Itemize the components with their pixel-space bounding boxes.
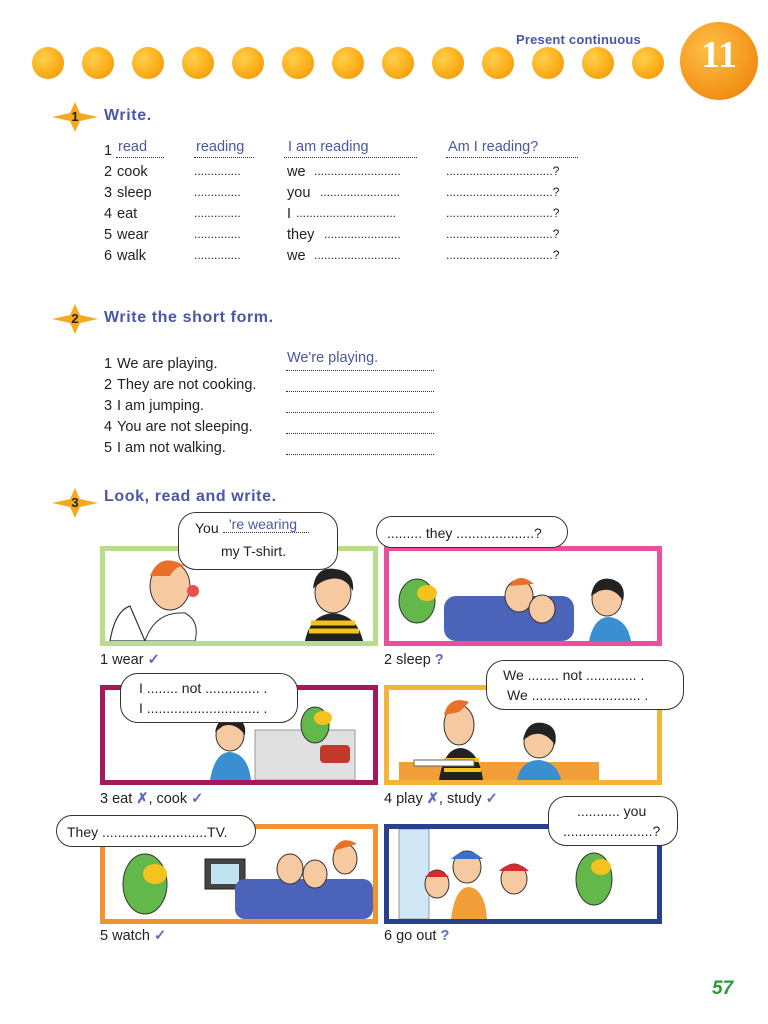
ex1-example-statement: I am reading <box>288 139 369 155</box>
ex1-example-verb: read <box>118 139 148 155</box>
speech-bubble-1: You 're wearing my T-shirt. <box>178 512 338 570</box>
page-number: 57 <box>712 978 734 999</box>
decorative-dots <box>32 47 672 83</box>
exercise-badge-3: 3 <box>52 488 98 518</box>
ex1-example-ing: reading <box>196 139 245 155</box>
panel-6-caption: 6 go out ? <box>384 928 450 944</box>
exercise-badge-1: 1 <box>52 102 98 132</box>
check-icon: ✓ <box>191 791 204 807</box>
ex2-example-answer: We're playing. <box>287 350 379 366</box>
unit-number: 11 <box>701 34 737 76</box>
ex1-row-1: 1 <box>104 143 113 159</box>
question-mark-icon: ? <box>434 652 444 668</box>
question-mark-icon: ? <box>440 928 450 944</box>
speech-bubble-4: We ........ not ............. . We ............................ . <box>486 660 684 710</box>
panel-5-caption: 5 watch ✓ <box>100 928 167 944</box>
exercise-3-title: Look, read and write. <box>104 488 277 505</box>
cross-icon: ✗ <box>426 791 439 807</box>
picture-panel-2 <box>384 546 662 646</box>
check-icon: ✓ <box>485 791 498 807</box>
panel-4-caption: 4 play ✗, study ✓ <box>384 791 498 807</box>
ex1-example-question: Am I reading? <box>448 139 539 155</box>
panel-1-caption: 1 wear ✓ <box>100 652 160 668</box>
panel-3-caption: 3 eat ✗, cook ✓ <box>100 791 204 807</box>
bubble-1-answer: 're wearing <box>229 516 298 532</box>
cross-icon: ✗ <box>136 791 149 807</box>
check-icon: ✓ <box>154 928 167 944</box>
topic-title: Present continuous <box>516 32 641 47</box>
exercise-2-title: Write the short form. <box>104 309 274 326</box>
check-icon: ✓ <box>147 652 160 668</box>
exercise-1-title: Write. <box>104 107 152 124</box>
speech-bubble-5: They ...........................TV. <box>56 815 256 847</box>
speech-bubble-3: I ........ not .............. . I ............................. . <box>120 673 298 723</box>
panel-2-caption: 2 sleep ? <box>384 652 444 668</box>
exercise-badge-2: 2 <box>52 304 98 334</box>
speech-bubble-6: ........... you .......................? <box>548 796 678 846</box>
sleep-scene-illustration <box>389 551 657 641</box>
speech-bubble-2: ......... they ....................? <box>376 516 568 548</box>
